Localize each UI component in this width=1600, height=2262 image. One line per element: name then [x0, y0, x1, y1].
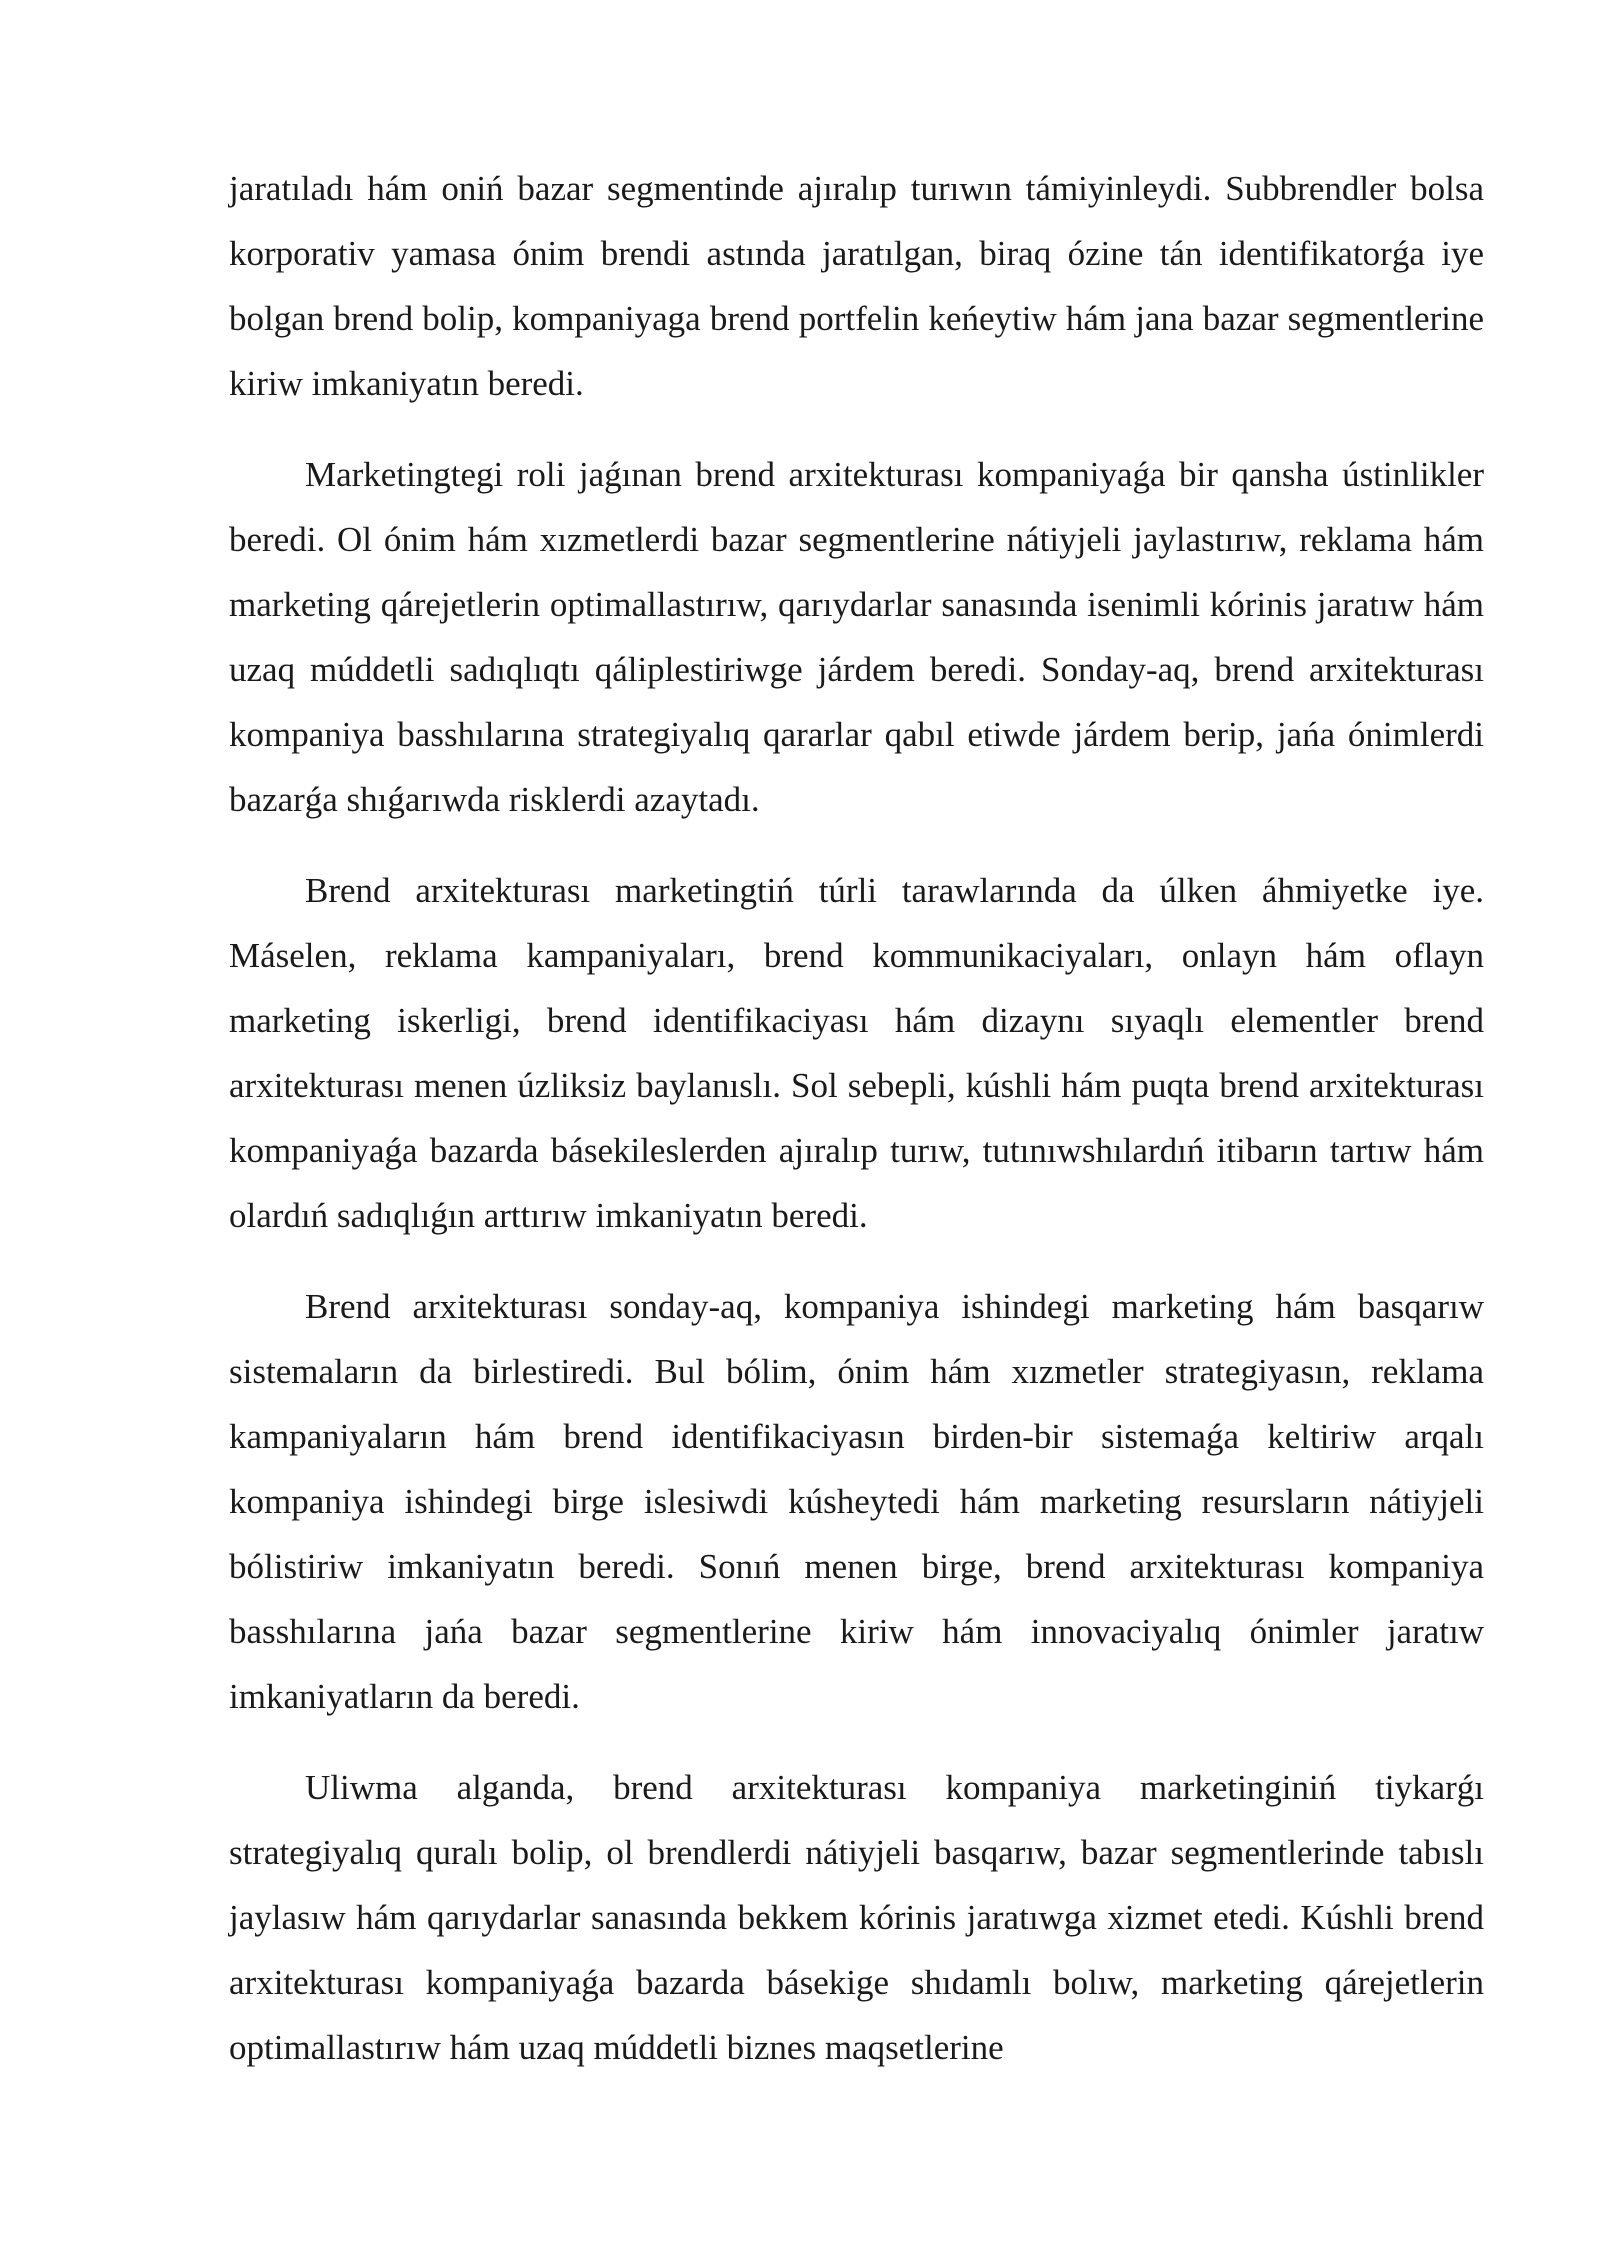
paragraph-1: jaratıladı hám oniń bazar segmentinde ajıralıp turıwın támiyinleydi. Subbrendler bolsa korporativ yamasa ónim brendi astında jaratılgan, biraq ózine tán identifikatorǵa iye bolgan brend bolip, kompaniyaga brend portfelin keńeytiw hám jana bazar segmentlerine kiriw imkaniyatın beredi. — [229, 169, 1484, 403]
paragraph-5: Uliwma alganda, brend arxitekturası kompaniya marketinginiń tiykarǵı strategiyalıq quralı bolip, ol brendlerdi nátiyjeli basqarıw, bazar segmentlerinde tabıslı jaylasıw hám qarıydarlar sanasında bekkem kórinis jaratıwga xizmet etedi. Kúshli brend arxitekturası kompaniyaǵa bazarda básekige shıdamlı bolıw, marketing qárejetlerin optimallastırıw hám uzaq múddetli biznes maqsetlerine — [229, 1768, 1484, 2067]
document-body — [229, 156, 1484, 2106]
paragraph-4: Brend arxitekturası sonday-aq, kompaniya ishindegi marketing hám basqarıw sistemaların da birlestiredi. Bul bólim, ónim hám xızmetler strategiyasın, reklama kampaniyaların hám brend identifikaciyasın birden-bir sistemaǵa keltiriw arqalı kompaniya ishindegi birge islesiwdi kúsheytedi hám marketing resursların nátiyjeli bólistiriw imkaniyatın beredi. Sonıń menen birge, brend arxitekturası kompaniya basshılarına jańa bazar segmentlerine kiriw hám innovaciyalıq ónimler jaratıw imkaniyatların da beredi. — [229, 1287, 1484, 1716]
paragraph-2: Marketingtegi roli jaǵınan brend arxitekturası kompaniyaǵa bir qansha ústinlikler beredi. Ol ónim hám xızmetlerdi bazar segmentlerine nátiyjeli jaylastırıw, reklama hám marketing qárejetlerin optimallastırıw, qarıydarlar sanasında isenimli kórinis jaratıw hám uzaq múddetli sadıqlıqtı qáliplestiriwge járdem beredi. Sonday-aq, brend arxitekturası kompaniya basshılarına strategiyalıq qararlar qabıl etiwde járdem berip, jańa ónimlerdi bazarǵa shıǵarıwda risklerdi azaytadı. — [229, 455, 1484, 819]
paragraph-3: Brend arxitekturası marketingtiń túrli tarawlarında da úlken áhmiyetke iye. Máselen, reklama kampaniyaları, brend kommunikaciyaları, onlayn hám oflayn marketing iskerligi, brend identifikaciyası hám dizaynı sıyaqlı elementler brend arxitekturası menen úzliksiz baylanıslı. Sol sebepli, kúshli hám puqta brend arxitekturası kompaniyaǵa bazarda básekileslerden ajıralıp turıw, tutınıwshılardıń itibarın tartıw hám olardıń sadıqlıǵın arttırıw imkaniyatın beredi. — [229, 871, 1484, 1235]
